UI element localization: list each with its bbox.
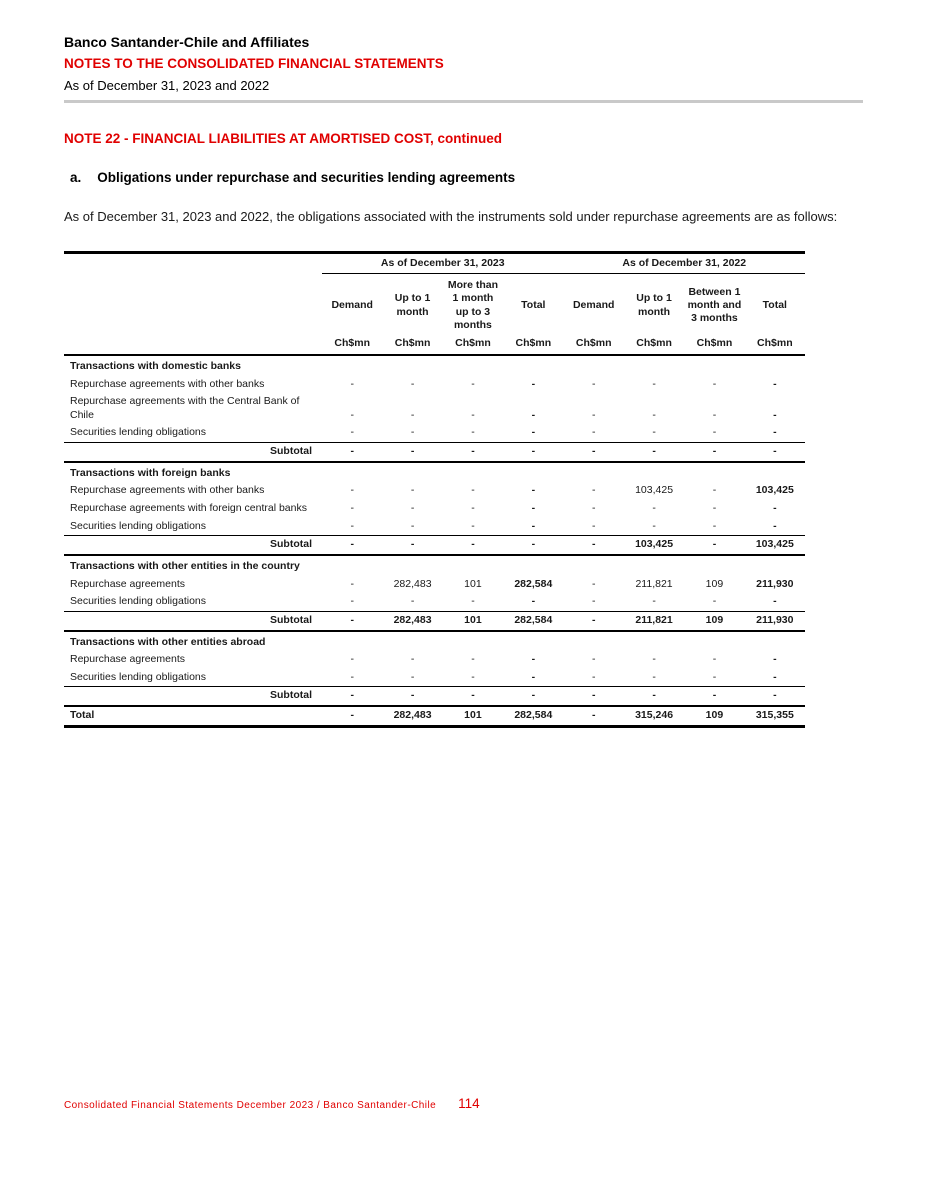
value-cell: -	[652, 426, 656, 439]
section-title: Obligations under repurchase and securities lending agreements	[97, 170, 516, 185]
value-cell: -	[773, 408, 777, 421]
data-row	[64, 576, 805, 594]
value-cell: -	[773, 653, 777, 666]
page-header	[64, 34, 863, 103]
data-row	[64, 376, 805, 394]
value-cell: -	[652, 653, 656, 666]
value-cell: -	[712, 377, 717, 390]
column-header-row	[64, 274, 805, 334]
unit-label: Ch$mn	[564, 334, 624, 355]
value-cell: -	[410, 653, 415, 666]
value-cell: -	[443, 536, 503, 555]
repo-obligations-table	[64, 251, 805, 728]
value-cell: -	[684, 687, 744, 706]
value-cell: -	[471, 426, 475, 439]
value-cell: -	[564, 687, 624, 706]
corner-cell	[64, 274, 322, 334]
value-cell: -	[350, 595, 354, 608]
value-cell: 211,930	[745, 611, 805, 630]
data-row	[64, 500, 805, 518]
value-cell: 282,584	[503, 706, 563, 726]
column-header: Total	[521, 298, 546, 311]
value-cell: -	[443, 443, 503, 462]
row-label: Repurchase agreements with the Central Bank of Chile	[70, 395, 300, 421]
value-cell: -	[531, 426, 536, 439]
value-cell: -	[471, 502, 475, 515]
data-row	[64, 593, 805, 611]
value-cell: -	[773, 502, 777, 515]
value-cell: -	[712, 595, 717, 608]
group-header-row	[64, 253, 805, 274]
value-cell: -	[712, 502, 717, 515]
unit-label: Ch$mn	[745, 334, 805, 355]
column-header: Up to 1 month	[394, 292, 431, 318]
value-cell: -	[350, 408, 354, 421]
row-label: Repurchase agreements	[70, 577, 185, 590]
row-label: Securities lending obligations	[70, 670, 207, 683]
value-cell: -	[684, 443, 744, 462]
header-date-line: As of December 31, 2023 and 2022	[64, 78, 270, 93]
value-cell: -	[531, 408, 536, 421]
section-letter: a.	[70, 170, 82, 185]
value-cell: -	[350, 377, 354, 390]
value-cell: -	[322, 536, 382, 555]
value-cell: -	[350, 519, 354, 532]
company-name: Banco Santander-Chile and Affiliates	[64, 34, 310, 50]
header-divider	[64, 100, 863, 103]
value-cell: -	[531, 502, 536, 515]
value-cell: -	[410, 670, 415, 683]
value-cell: -	[531, 653, 536, 666]
section-row	[64, 355, 805, 376]
column-header: Demand	[572, 298, 615, 311]
value-cell: -	[591, 502, 596, 515]
value-cell: -	[684, 536, 744, 555]
value-cell: -	[652, 408, 656, 421]
value-cell: -	[531, 377, 536, 390]
group-header: As of December 31, 2022	[564, 253, 806, 274]
value-cell: -	[471, 519, 475, 532]
row-label: Subtotal	[64, 687, 322, 706]
value-cell: -	[410, 377, 415, 390]
intro-paragraph: As of December 31, 2023 and 2022, the obligations associated with the instruments sold under repurchase agreements are as follows:	[64, 209, 838, 224]
value-cell: -	[350, 577, 354, 590]
value-cell: -	[652, 670, 656, 683]
value-cell: -	[652, 377, 656, 390]
value-cell: -	[773, 426, 777, 439]
unit-label: Ch$mn	[322, 334, 382, 355]
value-cell: 103,425	[624, 536, 684, 555]
value-cell: 109	[684, 611, 744, 630]
value-cell: -	[773, 670, 777, 683]
value-cell: -	[350, 502, 354, 515]
value-cell: 109	[705, 577, 724, 590]
value-cell: -	[350, 670, 354, 683]
value-cell: -	[382, 536, 442, 555]
value-cell: -	[564, 443, 624, 462]
value-cell: -	[531, 484, 536, 497]
value-cell: -	[410, 426, 415, 439]
value-cell: -	[410, 595, 415, 608]
column-header: Total	[762, 298, 787, 311]
value-cell: -	[712, 653, 717, 666]
value-cell: -	[471, 595, 475, 608]
value-cell: -	[712, 408, 717, 421]
value-cell: -	[443, 687, 503, 706]
value-cell: -	[322, 706, 382, 726]
subtotal-row	[64, 687, 805, 706]
value-cell: 101	[443, 611, 503, 630]
page-footer	[64, 1096, 480, 1111]
value-cell: -	[591, 519, 596, 532]
value-cell: -	[652, 519, 656, 532]
value-cell: -	[322, 687, 382, 706]
value-cell: -	[591, 577, 596, 590]
value-cell: -	[564, 706, 624, 726]
value-cell: 282,483	[382, 611, 442, 630]
column-header: Between 1 month and 3 months	[687, 285, 742, 325]
value-cell: -	[410, 484, 415, 497]
data-row	[64, 393, 805, 424]
value-cell: -	[591, 670, 596, 683]
section-row	[64, 462, 805, 483]
value-cell: -	[322, 443, 382, 462]
value-cell: -	[350, 484, 354, 497]
row-label: Repurchase agreements with other banks	[70, 484, 265, 497]
value-cell: -	[591, 408, 596, 421]
value-cell: -	[591, 377, 596, 390]
row-label: Subtotal	[64, 611, 322, 630]
value-cell: -	[564, 611, 624, 630]
value-cell: 315,246	[624, 706, 684, 726]
value-cell: 282,584	[503, 611, 563, 630]
value-cell: 103,425	[755, 484, 794, 497]
value-cell: -	[471, 484, 475, 497]
row-label: Transactions with foreign banks	[70, 466, 231, 479]
row-label: Transactions with other entities in the country	[70, 559, 300, 572]
section-row	[64, 555, 805, 576]
value-cell: -	[531, 595, 536, 608]
subtotal-row	[64, 536, 805, 555]
value-cell: -	[773, 519, 777, 532]
row-label: Securities lending obligations	[70, 519, 207, 532]
table-body	[64, 355, 805, 726]
value-cell: 101	[443, 706, 503, 726]
data-row	[64, 651, 805, 669]
document-title: NOTES TO THE CONSOLIDATED FINANCIAL STATEMENTS	[64, 56, 444, 71]
value-cell: -	[745, 443, 805, 462]
column-header: Up to 1 month	[636, 292, 672, 318]
row-label: Securities lending obligations	[70, 595, 207, 608]
value-cell: -	[503, 687, 563, 706]
value-cell: -	[652, 502, 656, 515]
value-cell: -	[471, 653, 475, 666]
footer-page-number: 114	[458, 1096, 480, 1111]
value-cell: -	[471, 408, 475, 421]
row-label: Transactions with other entities abroad	[70, 635, 266, 648]
column-header: More than 1 month up to 3 months	[447, 279, 499, 331]
value-cell: -	[591, 484, 596, 497]
value-cell: -	[350, 426, 354, 439]
value-cell: -	[773, 595, 777, 608]
value-cell: -	[712, 670, 717, 683]
value-cell: 103,425	[745, 536, 805, 555]
unit-label: Ch$mn	[503, 334, 563, 355]
value-cell: 101	[464, 577, 482, 590]
unit-row	[64, 334, 805, 355]
row-label: Transactions with domestic banks	[70, 359, 241, 372]
value-cell: -	[712, 519, 717, 532]
value-cell: 211,930	[756, 577, 794, 590]
data-row	[64, 482, 805, 500]
value-cell: -	[471, 670, 475, 683]
value-cell: -	[410, 408, 415, 421]
subtotal-row	[64, 443, 805, 462]
unit-label: Ch$mn	[382, 334, 442, 355]
unit-label: Ch$mn	[443, 334, 503, 355]
value-cell: 282,483	[382, 706, 442, 726]
value-cell: -	[322, 611, 382, 630]
data-row	[64, 518, 805, 536]
value-cell: -	[591, 653, 596, 666]
section-row	[64, 631, 805, 652]
value-cell: -	[712, 426, 717, 439]
subtotal-row	[64, 611, 805, 630]
value-cell: -	[531, 670, 536, 683]
row-label: Subtotal	[64, 443, 322, 462]
value-cell: 103,425	[635, 484, 674, 497]
value-cell: -	[591, 426, 596, 439]
data-row	[64, 424, 805, 442]
unit-label: Ch$mn	[684, 334, 744, 355]
value-cell: -	[531, 519, 536, 532]
table-header	[64, 253, 805, 355]
value-cell: -	[382, 443, 442, 462]
value-cell: -	[745, 687, 805, 706]
value-cell: -	[350, 653, 354, 666]
value-cell: -	[652, 595, 656, 608]
value-cell: -	[382, 687, 442, 706]
value-cell: -	[503, 443, 563, 462]
row-label: Repurchase agreements	[70, 653, 185, 666]
value-cell: -	[503, 536, 563, 555]
value-cell: -	[624, 443, 684, 462]
note-title: NOTE 22 - FINANCIAL LIABILITIES AT AMORTISED COST, continued	[64, 131, 503, 146]
row-label: Repurchase agreements with other banks	[70, 377, 265, 390]
data-row	[64, 669, 805, 687]
value-cell: 282,584	[514, 577, 553, 590]
column-header: Demand	[331, 298, 373, 311]
value-cell: 282,483	[393, 577, 432, 590]
footer-text: Consolidated Financial Statements December 2023 / Banco Santander-Chile	[64, 1100, 437, 1111]
value-cell: -	[471, 377, 475, 390]
value-cell: 315,355	[745, 706, 805, 726]
value-cell: -	[564, 536, 624, 555]
row-label: Total	[64, 706, 322, 726]
value-cell: 211,821	[624, 611, 684, 630]
value-cell: 109	[684, 706, 744, 726]
row-label: Repurchase agreements with foreign central banks	[70, 502, 307, 515]
section-heading	[64, 170, 863, 185]
value-cell: -	[410, 502, 415, 515]
group-header: As of December 31, 2023	[322, 253, 564, 274]
value-cell: -	[773, 377, 777, 390]
row-label: Subtotal	[64, 536, 322, 555]
value-cell: -	[591, 595, 596, 608]
corner-cell	[64, 253, 322, 274]
corner-cell	[64, 334, 322, 355]
value-cell: 211,821	[635, 577, 673, 590]
value-cell: -	[712, 484, 717, 497]
total-row	[64, 706, 805, 726]
row-label: Securities lending obligations	[70, 426, 207, 439]
value-cell: -	[624, 687, 684, 706]
unit-label: Ch$mn	[624, 334, 684, 355]
note-content	[64, 131, 863, 728]
value-cell: -	[410, 519, 415, 532]
